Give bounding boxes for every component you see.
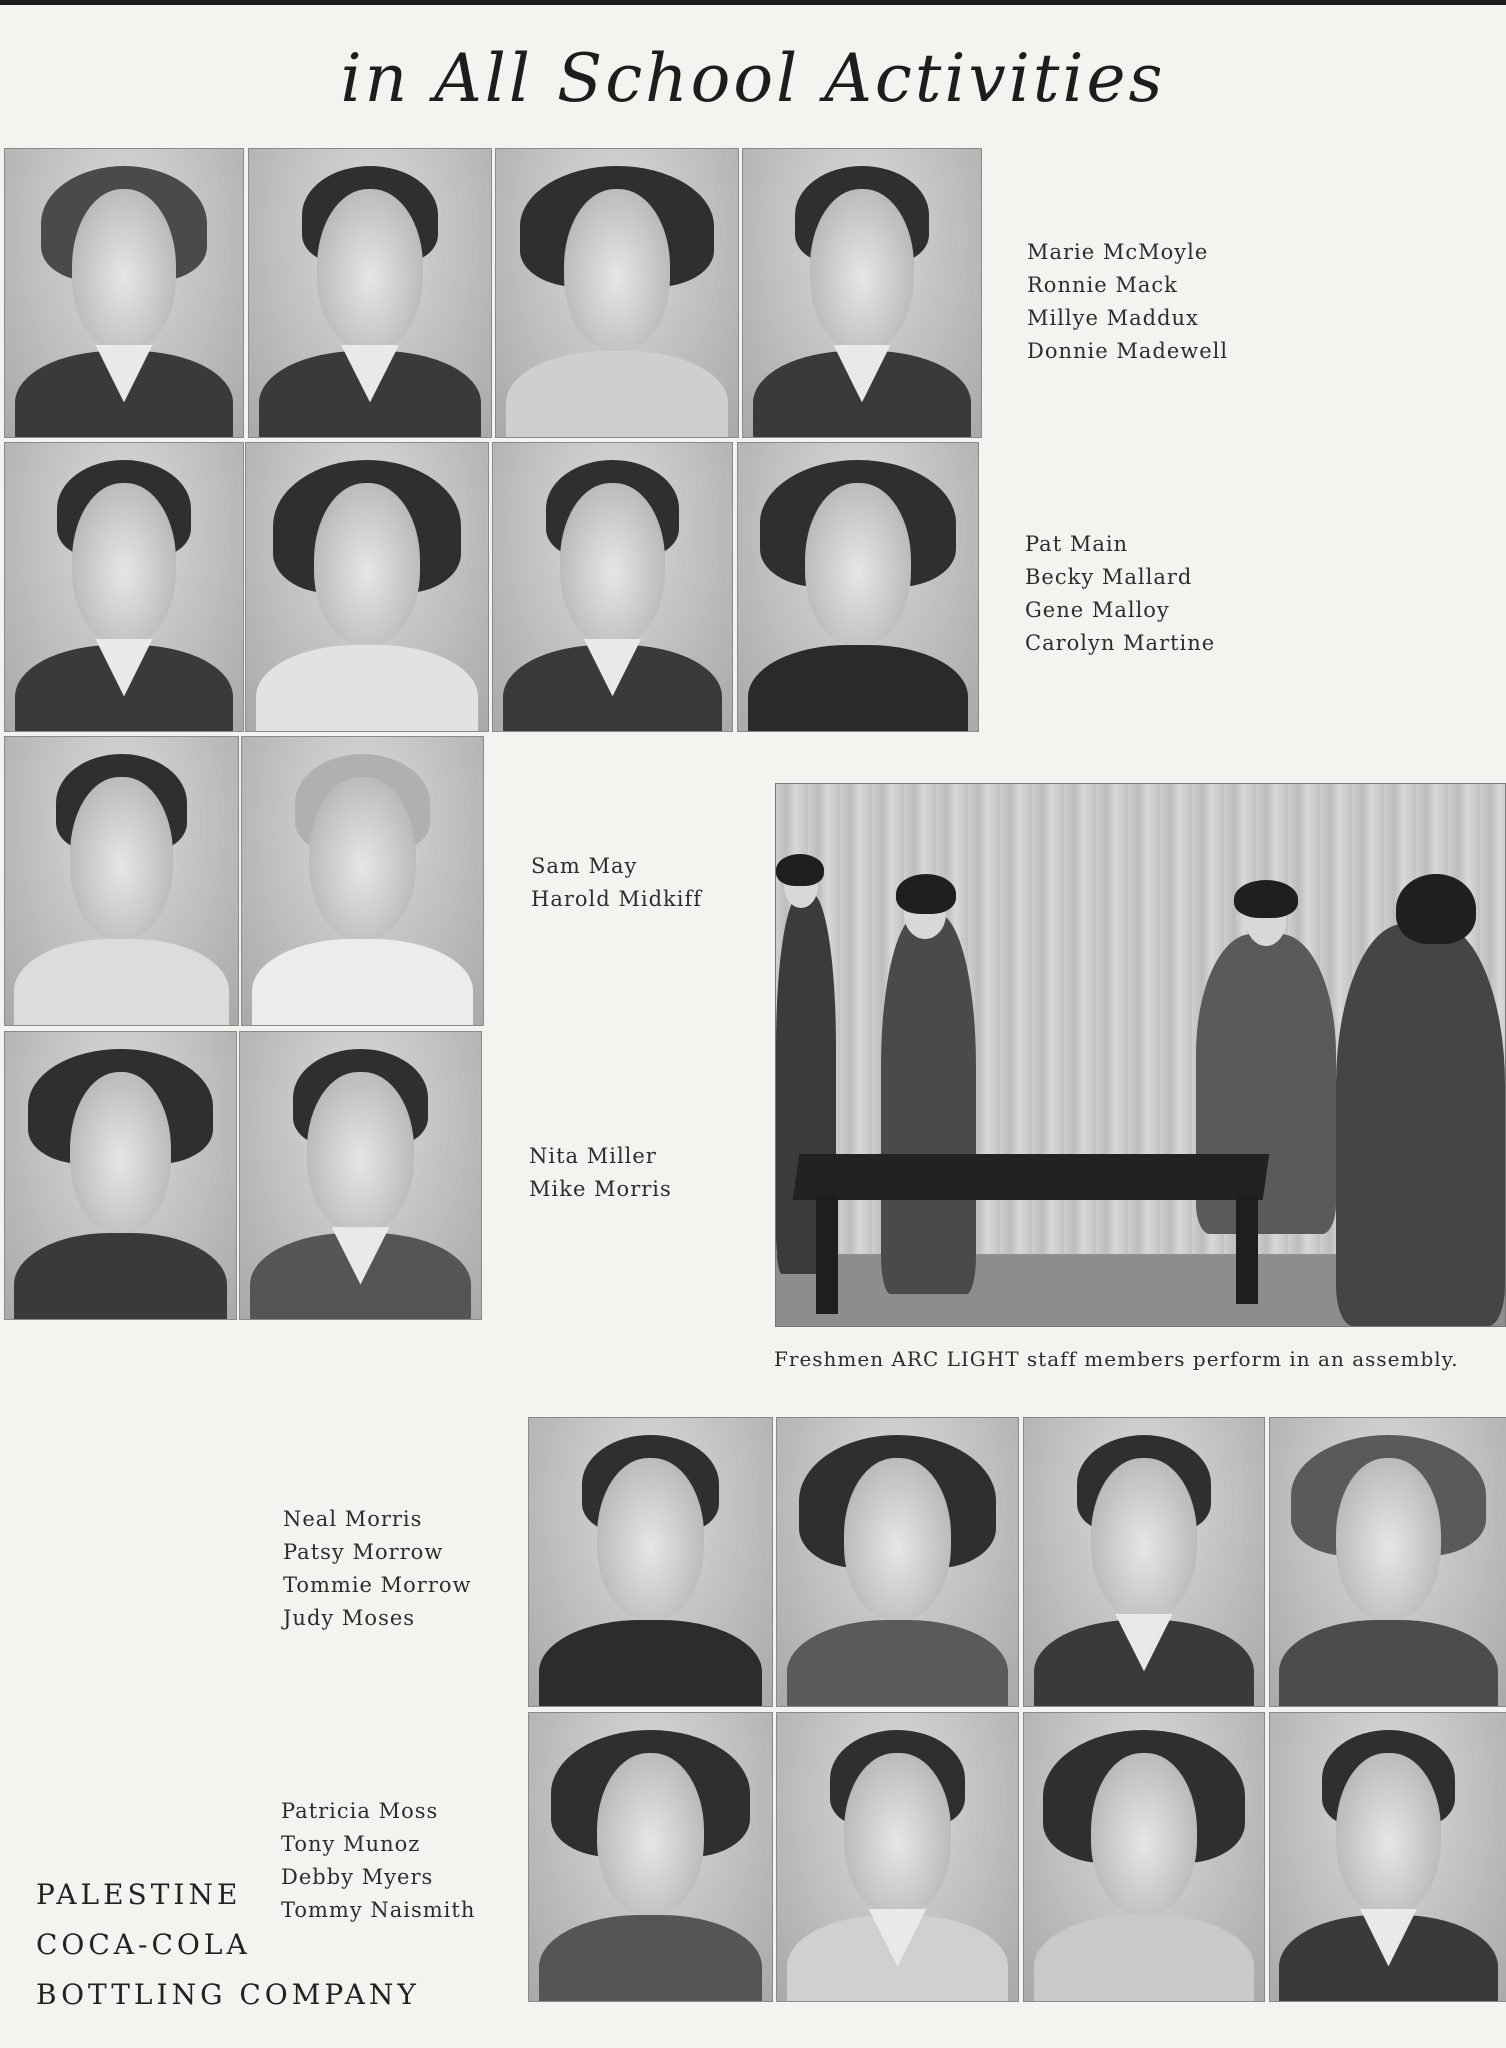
assembly-photo — [775, 783, 1506, 1327]
portrait-harold-midkiff — [241, 736, 484, 1026]
student-name: Neal Morris — [283, 1507, 423, 1531]
portrait-mike-morris — [239, 1031, 482, 1320]
student-name: Gene Malloy — [1025, 598, 1170, 622]
student-name: Judy Moses — [283, 1606, 416, 1630]
student-name: Carolyn Martine — [1025, 631, 1216, 655]
portrait-neal-morris — [528, 1417, 773, 1707]
portrait-marie-mcmoyle — [4, 148, 244, 438]
student-name: Patricia Moss — [281, 1799, 439, 1823]
student-name: Tommy Naismith — [281, 1898, 476, 1922]
portrait-tommie-morrow — [1023, 1417, 1265, 1707]
student-name: Mike Morris — [529, 1177, 672, 1201]
portrait-ronnie-mack — [248, 148, 492, 438]
portrait-patsy-morrow — [776, 1417, 1019, 1707]
portrait-carolyn-martine — [737, 442, 979, 732]
sponsor-line: PALESTINE — [36, 1878, 242, 1911]
portrait-nita-miller — [4, 1031, 237, 1320]
portrait-sam-may — [4, 736, 239, 1026]
sponsor-line: BOTTLING COMPANY — [36, 1978, 420, 2011]
student-name: Harold Midkiff — [531, 887, 702, 911]
page-title: in All School Activities — [340, 40, 1166, 117]
name-list-row4 — [529, 1140, 672, 1206]
portrait-debby-myers — [1023, 1712, 1265, 2002]
portrait-pat-main — [4, 442, 244, 732]
name-list-row5 — [283, 1503, 472, 1635]
student-name: Marie McMoyle — [1027, 240, 1209, 264]
student-name: Tommie Morrow — [283, 1573, 472, 1597]
portrait-becky-mallard — [245, 442, 489, 732]
portrait-judy-moses — [1269, 1417, 1506, 1707]
portrait-tommy-naismith — [1269, 1712, 1506, 2002]
portrait-patricia-moss — [528, 1712, 773, 2002]
portrait-donnie-madewell — [742, 148, 982, 438]
student-name: Nita Miller — [529, 1144, 657, 1168]
name-list-row2 — [1025, 528, 1215, 660]
student-name: Becky Mallard — [1025, 565, 1193, 589]
student-name: Millye Maddux — [1027, 306, 1199, 330]
student-name: Debby Myers — [281, 1865, 434, 1889]
student-name: Sam May — [531, 854, 638, 878]
top-rule — [0, 0, 1506, 5]
student-name: Donnie Madewell — [1027, 339, 1229, 363]
sponsor-line: COCA-COLA — [36, 1928, 251, 1961]
portrait-millye-maddux — [495, 148, 739, 438]
name-list-row3 — [531, 850, 702, 916]
assembly-caption: Freshmen ARC LIGHT staff members perform in an assembly. — [774, 1347, 1459, 1371]
student-name: Ronnie Mack — [1027, 273, 1178, 297]
student-name: Tony Munoz — [281, 1832, 421, 1856]
student-name: Pat Main — [1025, 532, 1129, 556]
portrait-gene-malloy — [492, 442, 733, 732]
portrait-tony-munoz — [776, 1712, 1019, 2002]
student-name: Patsy Morrow — [283, 1540, 444, 1564]
name-list-row1 — [1027, 236, 1228, 368]
sponsor-block — [36, 1870, 420, 2020]
